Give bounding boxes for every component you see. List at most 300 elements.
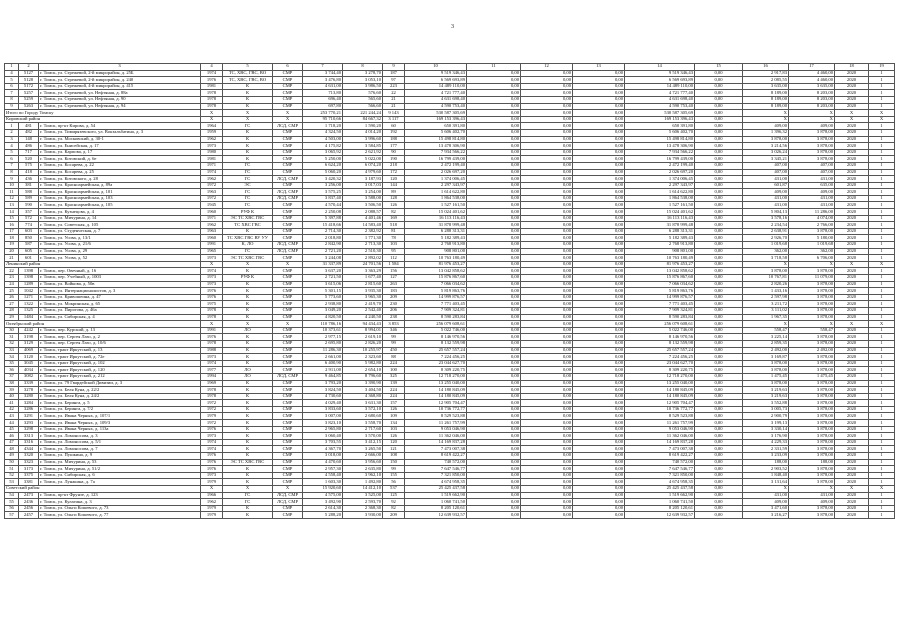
table-row xyxy=(5,505,895,512)
table-cell: 7 066 034,62 xyxy=(405,281,467,288)
table-cell: 4 175,82 xyxy=(303,143,343,150)
table-cell: 7 473 007,38 xyxy=(625,446,695,453)
table-cell: 3 878,00 xyxy=(789,149,835,156)
table-cell: 0,00 xyxy=(695,486,743,493)
table-cell: 2457 xyxy=(19,512,39,519)
table-cell: 2020 xyxy=(835,162,869,169)
table-cell: ТС ХВС ГВС ВУ УУ xyxy=(223,235,273,242)
table-cell: 3 878,00 xyxy=(789,354,835,361)
table-cell: 3 572,10 xyxy=(343,406,383,413)
table-cell: 1979 xyxy=(201,512,223,519)
table-cell: РУФ К xyxy=(223,209,273,216)
table-cell: г. Томск, пер. Сергея Лазо, д. 2 xyxy=(39,334,201,341)
total-label: Итого по Городу Томску xyxy=(5,110,201,117)
table-cell: 100 xyxy=(383,367,405,374)
table-cell: X xyxy=(869,486,895,493)
table-cell: 530 587 305,69 xyxy=(405,110,467,117)
table-cell: 1973 xyxy=(201,255,223,262)
table-cell: 0,00 xyxy=(467,486,521,493)
table-cell: 2 917,83 xyxy=(743,70,789,77)
table-cell: 2 368,30 xyxy=(343,505,383,512)
table-cell: СМР xyxy=(273,327,303,334)
table-cell: ЛСД, СМР xyxy=(273,242,303,249)
table-cell: 1 xyxy=(869,453,895,460)
table-cell: 6 400,90 xyxy=(303,360,343,367)
table-cell: К xyxy=(223,294,273,301)
table-cell: 7 xyxy=(5,90,19,97)
table-cell: 1 xyxy=(869,294,895,301)
table-cell: 3 117 xyxy=(383,116,405,123)
table-cell: 23 044 627,70 xyxy=(405,360,467,367)
table-cell: 16 799 439,00 xyxy=(625,156,695,163)
table-cell: 0,00 xyxy=(573,136,625,143)
table-row xyxy=(5,367,895,374)
table-cell: 3 878,00 xyxy=(789,129,835,136)
table-cell: 0,00 xyxy=(521,380,573,387)
table-cell: 1 xyxy=(869,334,895,341)
table-row xyxy=(5,453,895,460)
table-cell: 1 xyxy=(869,492,895,499)
table-cell: 0,00 xyxy=(521,492,573,499)
table-cell: 3 060,40 xyxy=(303,433,343,440)
table-cell: 0,00 xyxy=(695,261,743,268)
table-row xyxy=(5,512,895,519)
table-cell: 0,00 xyxy=(695,354,743,361)
table-row xyxy=(5,387,895,394)
table-cell: 3 878,00 xyxy=(789,228,835,235)
table-cell: 0,00 xyxy=(695,222,743,229)
table-cell: 3 878,00 xyxy=(789,334,835,341)
table-cell: г. Томск, ул. Ломоносова, д. 5/1 xyxy=(39,439,201,446)
table-cell: 5259 xyxy=(19,96,39,103)
table-cell: 2020 xyxy=(835,182,869,189)
table-cell: 1 396,32 xyxy=(743,129,789,136)
table-cell: 1973 xyxy=(201,281,223,288)
table-cell: 1 864 538,00 xyxy=(625,195,695,202)
table-cell: ТС ХВС ГВС xyxy=(223,222,273,229)
table-cell: 8 146 970,56 xyxy=(405,334,467,341)
table-cell: 21 xyxy=(383,103,405,110)
table-cell: 0,00 xyxy=(695,347,743,354)
table-cell: 3 131,64 xyxy=(743,479,789,486)
table-cell: 0,00 xyxy=(573,242,625,249)
table-cell: 2 859,35 xyxy=(743,340,789,347)
table-cell: 3 049,20 xyxy=(303,307,343,314)
table-cell: 9 xyxy=(5,176,19,183)
table-cell: 537 xyxy=(383,486,405,493)
table-cell: 1981 xyxy=(201,83,223,90)
table-cell: 15 024 401,62 xyxy=(405,209,467,216)
table-row xyxy=(5,70,895,77)
column-number: 6 xyxy=(273,64,303,71)
table-cell: 2 250,08 xyxy=(303,209,343,216)
table-cell: 3313 xyxy=(19,433,39,440)
table-cell: 0,00 xyxy=(573,248,625,255)
table-cell: 0,00 xyxy=(695,110,743,117)
table-cell: 40 xyxy=(5,393,19,400)
table-cell: 407,00 xyxy=(743,169,789,176)
table-cell: 1 584 xyxy=(383,261,405,268)
table-cell: ЭС xyxy=(223,182,273,189)
table-cell: г. Томск, ул. Енисейская, д. 17 xyxy=(39,143,201,150)
table-cell: 0,00 xyxy=(521,420,573,427)
table-cell: 431,00 xyxy=(789,176,835,183)
table-cell: 1978 xyxy=(201,307,223,314)
table-cell: 0,00 xyxy=(695,103,743,110)
table-cell: 3 278,70 xyxy=(343,70,383,77)
table-cell: 2020 xyxy=(835,202,869,209)
table-cell: 1 xyxy=(869,459,895,466)
table-cell: г. Томск, ул. Кривошеина, д. 47 xyxy=(39,294,201,301)
table-cell: 0,00 xyxy=(695,209,743,216)
table-row xyxy=(5,439,895,446)
table-cell: ЭС ТС ХВС ГВС xyxy=(223,459,273,466)
table-cell: 1 677,40 xyxy=(343,275,383,282)
table-cell: 0,00 xyxy=(467,215,521,222)
table-cell: 0,00 xyxy=(573,169,625,176)
table-cell: 0,00 xyxy=(467,189,521,196)
table-cell: ГС xyxy=(223,162,273,169)
table-row xyxy=(5,96,895,103)
table-cell: 13 255 040,00 xyxy=(625,380,695,387)
table-cell: 0,00 xyxy=(573,492,625,499)
table-cell: 0,00 xyxy=(573,129,625,136)
table-cell: 2 638,91 xyxy=(743,228,789,235)
table-cell: 520 xyxy=(19,156,39,163)
table-cell: 88 xyxy=(383,354,405,361)
table-cell: 0,00 xyxy=(521,354,573,361)
table-cell: 436 xyxy=(19,176,39,183)
table-cell: 0,00 xyxy=(521,505,573,512)
table-cell: 3298 xyxy=(19,426,39,433)
table-cell: СМР xyxy=(273,406,303,413)
table-cell: 0,00 xyxy=(573,156,625,163)
table-cell: 16 113 116,43 xyxy=(405,215,467,222)
table-cell: 3 330,14 xyxy=(743,426,789,433)
table-cell: 1 771,30 xyxy=(343,235,383,242)
table-cell: 0,00 xyxy=(695,96,743,103)
table-cell: 0,00 xyxy=(521,393,573,400)
table-cell: 0,00 xyxy=(521,96,573,103)
table-cell: 1976 xyxy=(201,459,223,466)
table-cell: 4 460,00 xyxy=(789,70,835,77)
table-cell: 409,00 xyxy=(743,499,789,506)
table-cell: 1 848,40 xyxy=(743,472,789,479)
table-cell: 3 853 xyxy=(383,321,405,328)
table-cell: 1962 xyxy=(201,222,223,229)
table-cell: 8 146 970,56 xyxy=(625,334,695,341)
table-cell: СМР xyxy=(273,288,303,295)
table-cell: 0,00 xyxy=(521,103,573,110)
table-cell: 1988 xyxy=(201,347,223,354)
table-cell: 605 xyxy=(19,248,39,255)
table-cell: 38 xyxy=(5,380,19,387)
table-cell: СМР xyxy=(273,393,303,400)
table-cell: 3375 xyxy=(19,472,39,479)
table-cell: 3 363,29 xyxy=(343,268,383,275)
table-row xyxy=(5,288,895,295)
table-cell: 2020 xyxy=(835,288,869,295)
table-cell: 565,60 xyxy=(343,96,383,103)
table-cell: СМР xyxy=(273,472,303,479)
table-cell: 0,00 xyxy=(467,83,521,90)
table-cell: 16 113 116,43 xyxy=(625,215,695,222)
table-cell: К xyxy=(223,156,273,163)
table-cell: г. Томск, ул. Усова, д. 21/6 xyxy=(39,242,201,249)
table-cell: 1325 xyxy=(19,307,39,314)
table-cell: г. Томск, ул. Красноармейская, д. 89а xyxy=(39,182,201,189)
table-cell: 0,00 xyxy=(521,90,573,97)
table-cell: X xyxy=(201,110,223,117)
table-cell: 3 878,00 xyxy=(789,406,835,413)
table-cell: X xyxy=(273,261,303,268)
table-cell: 3 017,03 xyxy=(343,182,383,189)
table-cell: 218 xyxy=(383,162,405,169)
table-cell: 2020 xyxy=(835,228,869,235)
table-cell: 0,00 xyxy=(521,327,573,334)
table-cell: 0,00 xyxy=(467,143,521,150)
table-cell: 3381 xyxy=(19,479,39,486)
table-cell: 192 xyxy=(383,129,405,136)
table-cell: 4 240,50 xyxy=(343,314,383,321)
table-cell: 55 xyxy=(5,499,19,506)
table-row xyxy=(5,307,895,314)
table-cell: 0,00 xyxy=(695,90,743,97)
table-cell: 2 911,00 xyxy=(303,367,343,374)
table-cell: 13 xyxy=(5,202,19,209)
table-cell: 1 xyxy=(869,202,895,209)
table-cell: 0,00 xyxy=(521,222,573,229)
table-cell: 0,00 xyxy=(467,222,521,229)
table-cell: г. Томск, ул. Мокринская, д. 65 xyxy=(39,301,201,308)
table-cell: 8 796,60 xyxy=(343,373,383,380)
table-cell: 0,00 xyxy=(573,288,625,295)
table-cell: 3 219,63 xyxy=(743,387,789,394)
table-cell: 1 xyxy=(5,123,19,130)
table-cell: 8 590 283,84 xyxy=(625,314,695,321)
table-cell: 2 721,20 xyxy=(303,248,343,255)
table-row xyxy=(5,327,895,334)
table-cell: 2020 xyxy=(835,294,869,301)
table-cell: 3 637,20 xyxy=(303,268,343,275)
table-cell: 2020 xyxy=(835,446,869,453)
table-cell: 0,00 xyxy=(695,321,743,328)
table-cell: 224 xyxy=(383,393,405,400)
table-cell: 0,00 xyxy=(573,406,625,413)
table-cell: 8 205 120,61 xyxy=(405,505,467,512)
table-cell: ЛСД, СМР xyxy=(273,492,303,499)
table-cell: 3 219,63 xyxy=(743,393,789,400)
table-cell: 99 xyxy=(383,340,405,347)
table-cell: 1 492,80 xyxy=(343,479,383,486)
table-cell: 1 060 741,50 xyxy=(625,499,695,506)
table-cell: 22 xyxy=(5,268,19,275)
table-cell: ГС xyxy=(223,189,273,196)
table-cell: 0,00 xyxy=(467,360,521,367)
table-cell: 431,00 xyxy=(789,202,835,209)
table-cell: 2 766,00 xyxy=(789,222,835,229)
table-cell: 2020 xyxy=(835,189,869,196)
district-name: Кировский район xyxy=(5,116,201,123)
column-number: 11 xyxy=(467,64,521,71)
table-cell: 60 xyxy=(383,123,405,130)
table-cell: 4 721 777,40 xyxy=(405,90,467,97)
table-cell: 224 xyxy=(383,360,405,367)
table-cell: СМР xyxy=(273,162,303,169)
table-cell: 1976 xyxy=(201,466,223,473)
table-cell: 1 xyxy=(869,129,895,136)
table-cell: 0,00 xyxy=(695,143,743,150)
table-cell: 3129 xyxy=(19,340,39,347)
table-cell: 2 026 697,20 xyxy=(405,169,467,176)
table-cell: 19 xyxy=(5,242,19,249)
table-cell: 0,00 xyxy=(467,505,521,512)
table-cell: 0,00 xyxy=(573,439,625,446)
table-cell: г. Томск, ул. Пушкина, д. 9 xyxy=(39,453,201,460)
table-cell: 1974 xyxy=(201,439,223,446)
table-cell: 8 994,01 xyxy=(343,327,383,334)
table-cell: СМР xyxy=(273,387,303,394)
table-row xyxy=(5,479,895,486)
table-cell: 4 590 753,40 xyxy=(625,103,695,110)
table-cell: г. Томск, ул. Студенческая, д. 7 xyxy=(39,228,201,235)
table-cell: 3 471,60 xyxy=(743,505,789,512)
table-cell: г. Томск, тракт Иркутский, д. 120 xyxy=(39,367,201,374)
table-cell: 5172 xyxy=(19,83,39,90)
table-cell: X xyxy=(201,261,223,268)
table-cell: К xyxy=(223,426,273,433)
table-cell: г. Томск, ул. Кулагина, д. 3 xyxy=(39,499,201,506)
table-cell: 0,00 xyxy=(467,334,521,341)
table-cell: 2020 xyxy=(835,406,869,413)
table-cell: СМР xyxy=(273,479,303,486)
table-cell: 0,00 xyxy=(573,149,625,156)
table-cell: СМР xyxy=(273,426,303,433)
table-row xyxy=(5,354,895,361)
table-cell: 1 xyxy=(869,209,895,216)
table-cell: 1 xyxy=(869,70,895,77)
table-cell: 2 900,79 xyxy=(743,413,789,420)
table-cell: ТС, ХВС, ГВС, ВО xyxy=(223,77,273,84)
table-cell: СМР xyxy=(273,420,303,427)
table-cell: 1 xyxy=(869,466,895,473)
table-cell: 1 xyxy=(869,228,895,235)
table-cell: 0,00 xyxy=(695,235,743,242)
table-cell: 3 635,00 xyxy=(743,83,789,90)
table-cell: 2 472 199,40 xyxy=(625,162,695,169)
table-cell: 43 xyxy=(5,413,19,420)
table-cell: 33 xyxy=(5,347,19,354)
table-cell: 1 xyxy=(869,288,895,295)
table-cell: ЭС ТС ХВС ГВС xyxy=(223,215,273,222)
table-cell: 0,00 xyxy=(521,360,573,367)
table-cell: 0,00 xyxy=(467,433,521,440)
table-row xyxy=(5,433,895,440)
table-cell: 12 639 932,57 xyxy=(625,512,695,519)
table-cell: 18 xyxy=(5,235,19,242)
table-cell: 1 xyxy=(869,472,895,479)
table-cell: 155 xyxy=(383,472,405,479)
table-cell: ТС, ХВС, ГВС, ВО xyxy=(223,70,273,77)
table-cell: 0,00 xyxy=(521,486,573,493)
table-cell: 6 074,20 xyxy=(343,162,383,169)
table-cell: 1974 xyxy=(201,70,223,77)
table-cell: 11 362 046,00 xyxy=(405,433,467,440)
table-cell: 3045 xyxy=(19,360,39,367)
table-row xyxy=(5,103,895,110)
table-cell: 0,00 xyxy=(521,446,573,453)
table-cell: 576,60 xyxy=(343,90,383,97)
table-cell: 603 xyxy=(19,228,39,235)
table-row xyxy=(5,314,895,321)
table-cell: 3173 xyxy=(19,466,39,473)
table-cell: 0,00 xyxy=(695,294,743,301)
table-cell: 0,00 xyxy=(573,380,625,387)
table-cell: 4 575,00 xyxy=(303,492,343,499)
table-cell: 42 xyxy=(5,406,19,413)
table-cell: 0,00 xyxy=(467,149,521,156)
table-row xyxy=(5,123,895,130)
table-cell: 7 xyxy=(5,162,19,169)
table-cell: г. Томск, ул. Котовский, д. 6е xyxy=(39,156,201,163)
table-cell: 1974 xyxy=(201,446,223,453)
table-cell: 2 614,30 xyxy=(303,505,343,512)
table-cell: 1398 xyxy=(19,275,39,282)
table-cell: 14 489 110,00 xyxy=(405,83,467,90)
table-cell: 41 xyxy=(5,400,19,407)
table-cell: 0,00 xyxy=(467,354,521,361)
table-cell: г. Томск, ул. Котовского, д. 28 xyxy=(39,176,201,183)
table-cell: СМР xyxy=(273,255,303,262)
table-cell: 0,00 xyxy=(573,354,625,361)
table-cell: 0,00 xyxy=(573,294,625,301)
table-cell: 650 391,80 xyxy=(405,123,467,130)
table-cell: 3291 xyxy=(19,413,39,420)
table-cell: 3 256,00 xyxy=(303,182,343,189)
table-cell: 0,00 xyxy=(695,116,743,123)
table-cell: 4 229,33 xyxy=(743,439,789,446)
table-cell: 15 876 867,60 xyxy=(405,275,467,282)
table-cell: 0,00 xyxy=(467,413,521,420)
table-cell: 0,00 xyxy=(695,83,743,90)
table-cell: 566,60 xyxy=(343,103,383,110)
table-cell: 3316 xyxy=(19,439,39,446)
table-cell: 0,00 xyxy=(467,499,521,506)
table-cell: 0,00 xyxy=(521,136,573,143)
table-cell: 7 934 566,22 xyxy=(405,149,467,156)
table-cell: 5 182 389,43 xyxy=(625,235,695,242)
table-cell: 34 xyxy=(5,354,19,361)
table-cell: 0,00 xyxy=(695,275,743,282)
district-name: Октябрьский район xyxy=(5,321,201,328)
table-cell: 46 xyxy=(5,433,19,440)
table-row xyxy=(5,281,895,288)
table-cell: 2473 xyxy=(19,492,39,499)
table-cell: 3 635,00 xyxy=(789,83,835,90)
table-cell: X xyxy=(223,116,273,123)
table-row xyxy=(5,77,895,84)
table-cell: X xyxy=(835,486,869,493)
table-cell: СМР xyxy=(273,228,303,235)
table-cell: 1980 xyxy=(201,149,223,156)
table-cell: 3 878,00 xyxy=(789,420,835,427)
table-cell: 0,00 xyxy=(467,321,521,328)
table-cell: 15 498 814,80 xyxy=(625,136,695,143)
table-cell: 0,00 xyxy=(695,439,743,446)
table-cell: 4034 xyxy=(19,367,39,374)
table-cell: 0,00 xyxy=(521,169,573,176)
table-cell: 1 374 006,45 xyxy=(625,176,695,183)
